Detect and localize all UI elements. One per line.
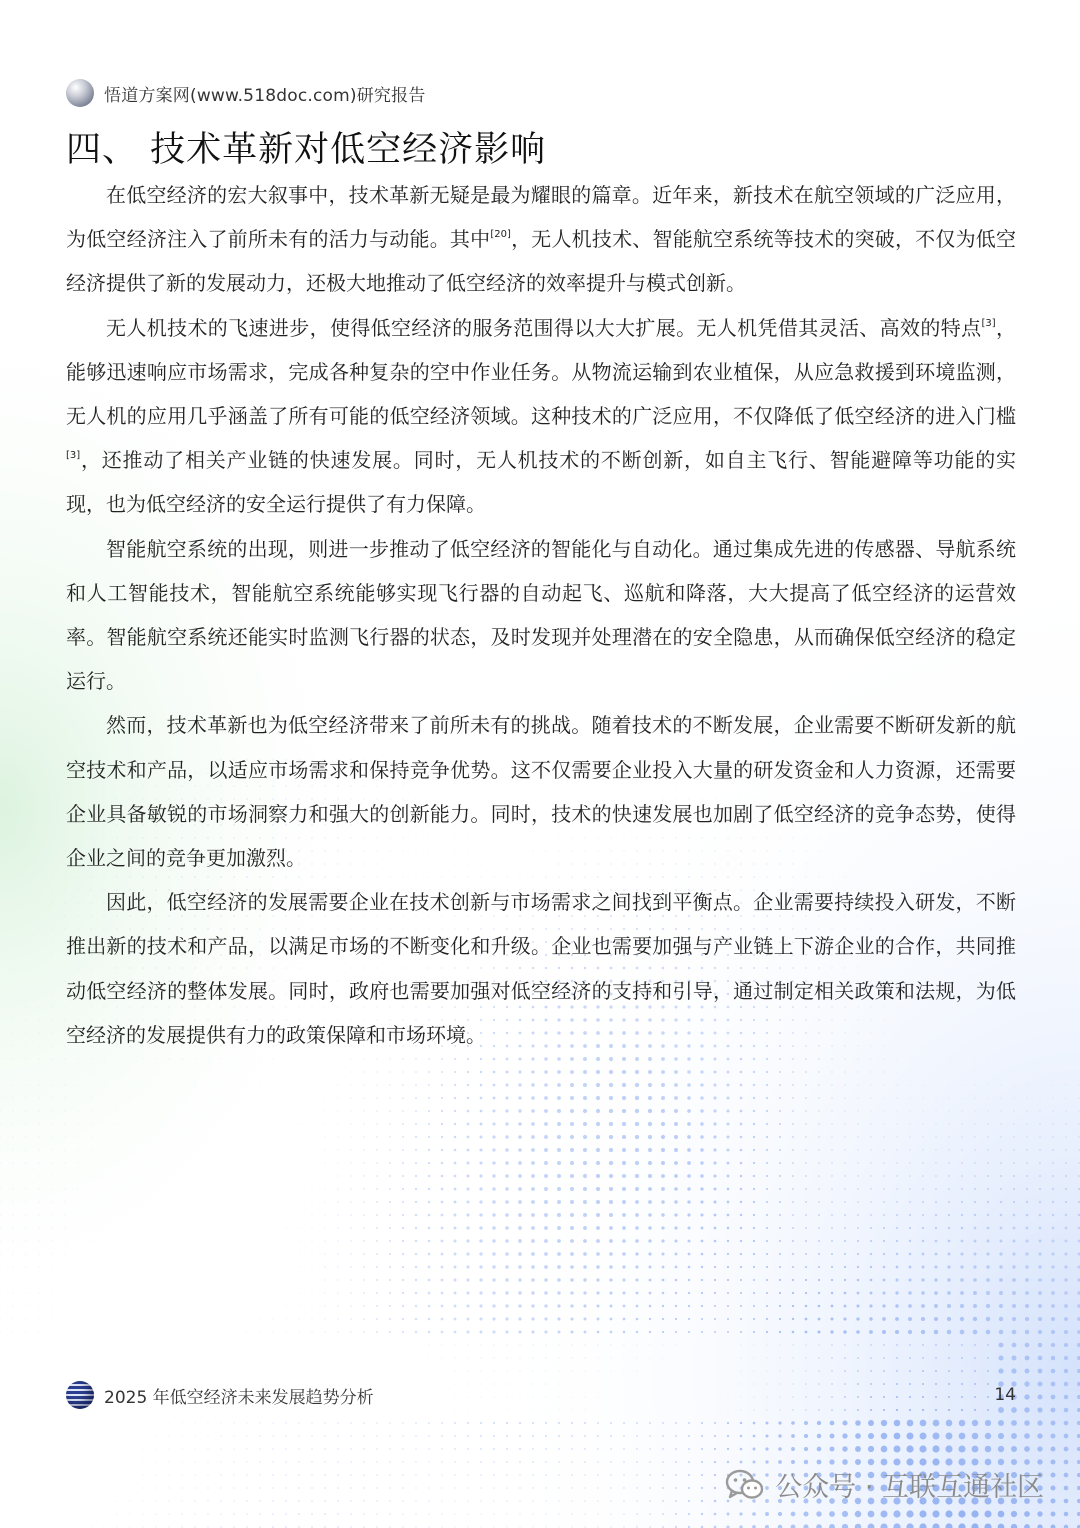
- citation-ref: [3]: [66, 450, 81, 462]
- paragraph-5: 因此，低空经济的发展需要企业在技术创新与市场需求之间找到平衡点。企业需要持续投入研发，不断推出新的技术和产品，以满足市场的不断变化和升级。企业也需要加强与产业链上下游企业的合作，共同推动低空经济的整体发展。同时，政府也需要加强对低空经济的支持和引导，通过制定相关政策和法规，为低空经济的发展提供有力的政策保障和市场环境。: [66, 890, 1016, 1047]
- paragraph-2: 无人机技术的飞速进步，使得低空经济的服务范围得以大大扩展。无人机凭借其灵活、高效的特点[3]，能够迅速响应市场需求，完成各种复杂的空中作业任务。从物流运输到农业植保，从应急救援到环境监测，无人机的应用几乎涵盖了所有可能的低空经济领域。这种技术的广泛应用，不仅降低了低空经济的进入门槛[3]，还推动了相关产业链的快速发展。同时，无人机技术的不断创新，如自主飞行、智能避障等功能的实现，也为低空经济的安全运行提供了有力保障。: [66, 315, 1017, 517]
- section-title: 四、 技术革新对低空经济影响: [66, 130, 547, 170]
- paragraph-1: 在低空经济的宏大叙事中，技术革新无疑是最为耀眼的篇章。近年来，新技术在航空领域的广泛应用，为低空经济注入了前所未有的活力与动能。其中[20]，无人机技术、智能航空系统等技术的突破，不仅为低空经济提供了新的发展动力，还极大地推动了低空经济的效率提升与模式创新。: [66, 183, 1017, 296]
- wechat-icon: [725, 1468, 765, 1502]
- wechat-watermark: [725, 1465, 1044, 1504]
- paragraph-3: 智能航空系统的出现，则进一步推动了低空经济的智能化与自动化。通过集成先进的传感器、导航系统和人工智能技术，智能航空系统能够实现飞行器的自动起飞、巡航和降落，大大提高了低空经济的运营效率。智能航空系统还能实时监测飞行器的状态，及时发现并处理潜在的安全隐患，从而确保低空经济的稳定运行。: [66, 536, 1016, 694]
- page-header: [66, 78, 426, 108]
- citation-ref: [3]: [981, 317, 996, 329]
- header-source-text: 悟道方案网(www.518doc.com)研究报告: [104, 85, 426, 106]
- paragraph-4: 然而，技术革新也为低空经济带来了前所未有的挑战。随着技术的不断发展，企业需要不断研发新的航空技术和产品，以适应市场需求和保持竞争优势。这不仅需要企业投入大量的研发资金和人力资源，还需要企业具备敏锐的市场洞察力和强大的创新能力。同时，技术的快速发展也加剧了低空经济的竞争态势，使得企业之间的竞争更加激烈。: [66, 713, 1016, 871]
- citation-ref: [20]: [490, 229, 511, 241]
- logo-sphere-icon: [66, 79, 94, 107]
- footer-report-title: 2025 年低空经济未来发展趋势分析: [104, 1387, 374, 1408]
- watermark-text: 公众号 · 互联互通社区: [775, 1472, 1044, 1503]
- page-footer: [66, 1380, 1016, 1410]
- globe-icon: [66, 1381, 94, 1409]
- page-number: 14: [994, 1385, 1016, 1405]
- body-text: [66, 173, 1016, 1057]
